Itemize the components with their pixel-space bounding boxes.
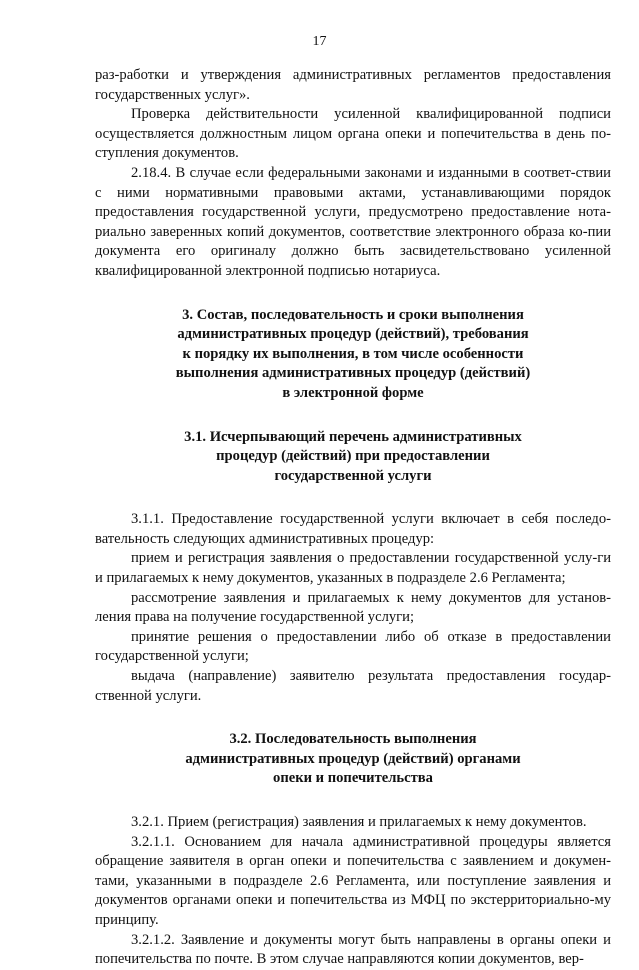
heading-line: к порядку их выполнения, в том числе особенности xyxy=(182,345,524,362)
paragraph-3-2-1-2: 3.2.1.2. Заявление и документы могут быть направлены в органы опеки и попечительства по почте. В этом случае направляются копии документов, вер- xyxy=(95,931,611,968)
paragraph-3-2-1: 3.2.1. Прием (регистрация) заявления и прилагаемых к нему документов. xyxy=(131,814,587,830)
paragraph-3-1-1: 3.1.1. Предоставление государственной услуги включает в себя последо-вательность следующих административных процедур: xyxy=(95,511,611,547)
list-item-decision: принятие решения о предоставлении либо об отказе в предоставлении государственной услуги; xyxy=(95,628,611,665)
paragraph-continuation: раз-работки и утверждения административных регламентов предоставления государственных услуг». xyxy=(95,67,611,103)
heading-line: государственной услуги xyxy=(274,467,432,484)
heading-line: административных процедур (действий) органами xyxy=(185,750,521,767)
heading-line: выполнения административных процедур (действий) xyxy=(175,365,531,382)
paragraph-signature-check: Проверка действительности усиленной квалифицированной подписи осуществляется должностным лицом органа опеки и попечительства в день по-ступления документов. xyxy=(95,106,611,162)
document-body xyxy=(95,66,611,970)
list-item-review: рассмотрение заявления и прилагаемых к нему документов для установ-ления права на получение государственной услуги; xyxy=(95,589,611,626)
paragraph-3-2-1-1: 3.2.1.1. Основанием для начала административной процедуры является обращение заявителя в орган опеки и попечительства с заявлением и докумен-тами, указанными в подразделе 2.6 Регламента, или поступление заявления и документов органами опеки и попечительства из МФЦ по экстерриториально-му принципу. xyxy=(95,833,611,928)
paragraph-2-18-4: 2.18.4. В случае если федеральными законами и изданными в соответ-ствии с ними нормативными правовыми актами, устанавливающими порядок предоставления государственной услуги, предусмотрено предоставление нота-риально заверенных копий документов, соответствие электронного образа ко-пии документа его оригиналу должно быть засвидетельствовано усиленной квалифицированной электронной подписью нотариуса. xyxy=(95,164,611,279)
list-item-reception: прием и регистрация заявления о предоставлении государственной услу-ги и прилагаемых к нему документов, указанных в подразделе 2.6 Регламента; xyxy=(95,550,611,587)
heading-line: 3.1. Исчерпывающий перечень административных xyxy=(184,428,522,445)
heading-line: 3. Состав, последовательность и сроки выполнения xyxy=(182,306,524,323)
heading-line: опеки и попечительства xyxy=(273,770,433,787)
list-item-issuance: выдача (направление) заявителю результата предоставления государ-ственной услуги. xyxy=(95,668,611,704)
heading-line: в электронной форме xyxy=(282,384,424,401)
heading-line: административных процедур (действий), требования xyxy=(177,326,529,343)
section-3-2-heading xyxy=(95,730,611,789)
heading-line: процедур (действий) при предоставлении xyxy=(216,448,490,465)
section-3-1-heading xyxy=(95,428,611,487)
heading-line: 3.2. Последовательность выполнения xyxy=(229,731,477,748)
page-number: 17 xyxy=(312,34,327,49)
section-3-heading xyxy=(95,306,611,404)
